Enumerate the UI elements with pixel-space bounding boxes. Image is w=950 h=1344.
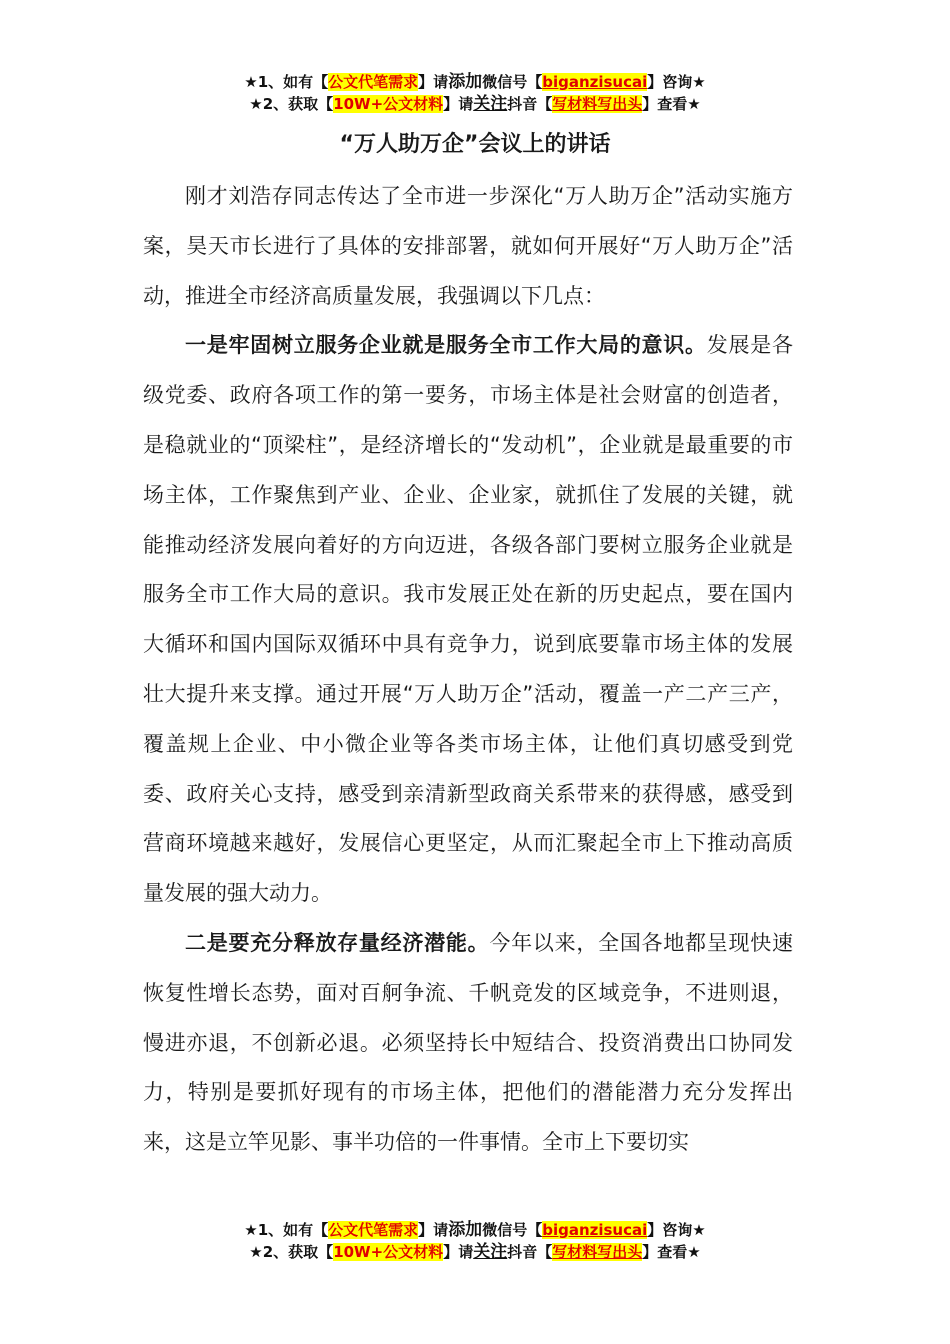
banner-text: 】咨询★ bbox=[647, 73, 706, 91]
banner-text: 添加 bbox=[448, 72, 483, 92]
highlight-douyin: 写材料写出头 bbox=[552, 95, 643, 113]
document-body bbox=[143, 172, 793, 1168]
banner-line-2 bbox=[0, 93, 950, 115]
banner-line-2 bbox=[0, 1241, 950, 1263]
highlight-douyin: 写材料写出头 bbox=[552, 1243, 643, 1261]
document-title: “万人助万企”会议上的讲话 bbox=[339, 132, 611, 157]
banner-text: 】请 bbox=[418, 73, 449, 91]
banner-text: 微信号【 bbox=[482, 1221, 543, 1239]
paragraph-point-1 bbox=[143, 321, 793, 919]
banner-text: 】查看★ bbox=[642, 1243, 701, 1261]
highlight-service: 公文代笔需求 bbox=[328, 73, 419, 91]
point-2-text: 今年以来，全国各地都呈现快速恢复性增长态势，面对百舸争流、千帆竞发的区域竞争，不进则退，慢进亦退，不创新必退。必须坚持长中短结合、投资消费出口协同发力，特别是要抓好现有的市场主体，把他们的潜能潜力充分发挥出来，这是立竿见影、事半功倍的一件事情。全市上下要切实 bbox=[143, 930, 794, 1155]
point-2-heading: 二是要充分释放存量经济潜能。 bbox=[185, 930, 490, 955]
banner-text: 关注 bbox=[473, 94, 508, 114]
banner-line-1 bbox=[0, 1219, 950, 1241]
point-1-text: 发展是各级党委、政府各项工作的第一要务，市场主体是社会财富的创造者，是稳就业的“顶梁柱”，是经济增长的“发动机”，企业就是最重要的市场主体，工作聚焦到产业、企业、企业家，就抓住了发展的关键，就能推动经济发展向着好的方向迈进，各级各部门要树立服务企业就是服务全市工作大局的意识。我市发展正处在新的历史起点，要在国内大循环和国内国际双循环中具有竞争力，说到底要靠市场主体的发展壮大提升来支撑。通过开展“万人助万企”活动，覆盖一产二产三产，覆盖规上企业、中小微企业等各类市场主体，让他们真切感受到党委、政府关心支持，感受到亲清新型政商关系带来的获得感，感受到营商环境越来越好，发展信心更坚定，从而汇聚起全市上下推动高质量发展的强大动力。 bbox=[143, 333, 794, 906]
banner-text: ★2、获取【 bbox=[249, 95, 334, 113]
paragraph-intro: 刚才刘浩存同志传达了全市进一步深化“万人助万企”活动实施方案，昊天市长进行了具体的安排部署，就如何开展好“万人助万企”活动，推进全市经济高质量发展，我强调以下几点： bbox=[143, 184, 793, 308]
banner-text: 关注 bbox=[473, 1242, 508, 1262]
highlight-materials: 10W+公文材料 bbox=[333, 1243, 444, 1261]
banner-text: 】请 bbox=[443, 95, 474, 113]
banner-text: 】查看★ bbox=[642, 95, 701, 113]
banner-text: ★2、获取【 bbox=[249, 1243, 334, 1261]
point-1-heading: 一是牢固树立服务企业就是服务全市工作大局的意识。 bbox=[185, 333, 707, 358]
highlight-wechat: biganzisucai bbox=[542, 1221, 648, 1239]
highlight-wechat: biganzisucai bbox=[542, 73, 648, 91]
banner-text: 抖音【 bbox=[507, 1243, 553, 1261]
footer-banner bbox=[0, 1219, 950, 1263]
banner-text: 抖音【 bbox=[507, 95, 553, 113]
banner-text: ★1、如有【 bbox=[244, 1221, 329, 1239]
banner-text: ★1、如有【 bbox=[244, 73, 329, 91]
banner-text: 】请 bbox=[443, 1243, 474, 1261]
banner-text: 】咨询★ bbox=[647, 1221, 706, 1239]
banner-line-1 bbox=[0, 71, 950, 93]
highlight-materials: 10W+公文材料 bbox=[333, 95, 444, 113]
banner-text: 添加 bbox=[448, 1220, 483, 1240]
banner-text: 微信号【 bbox=[482, 73, 543, 91]
highlight-service: 公文代笔需求 bbox=[328, 1221, 419, 1239]
paragraph-point-2 bbox=[143, 919, 793, 1168]
banner-text: 】请 bbox=[418, 1221, 449, 1239]
header-banner bbox=[0, 71, 950, 115]
